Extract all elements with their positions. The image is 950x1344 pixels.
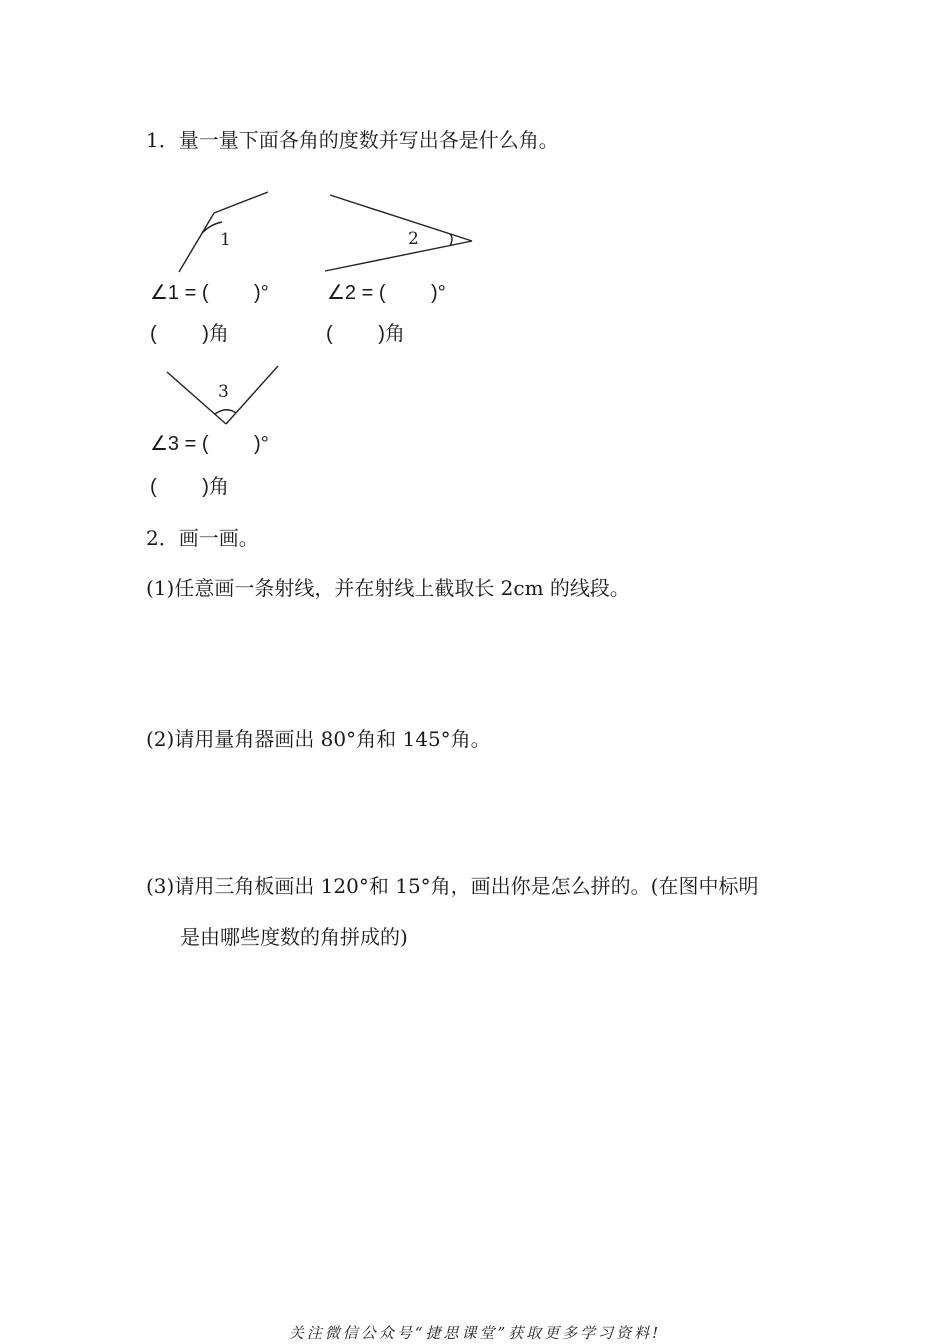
angle-1-measure: ∠1 = ( )°	[150, 282, 269, 304]
angle-3-figure-label: 3	[218, 382, 229, 402]
q2-title: 2．画一画。	[146, 526, 259, 550]
angle-3-measure: ∠3 = ( )°	[150, 433, 269, 455]
q2-sub3-line1: (3)请用三角板画出 120°和 15°角，画出你是怎么拼的。(在图中标明	[146, 874, 759, 898]
angle-2-measure: ∠2 = ( )°	[327, 282, 446, 304]
q2-sub2: (2)请用量角器画出 80°角和 145°角。	[146, 727, 491, 751]
q2-sub3-line2: 是由哪些度数的角拼成的)	[180, 925, 408, 949]
angle-1-type: ( )角	[150, 323, 229, 345]
q2-sub1: (1)任意画一条射线，并在射线上截取长 2cm 的线段。	[146, 576, 630, 600]
angle-2-figure-label: 2	[408, 229, 419, 249]
q1-title: 1．量一量下面各角的度数并写出各是什么角。	[146, 128, 559, 152]
angle-2-figure	[325, 195, 472, 271]
angle-2-type: ( )角	[326, 323, 405, 345]
footer-note: 关注微信公众号“捷思课堂”获取更多学习资料!	[288, 1324, 662, 1342]
angle-3-type: ( )角	[150, 476, 229, 498]
angle-1-figure-label: 1	[220, 230, 231, 250]
